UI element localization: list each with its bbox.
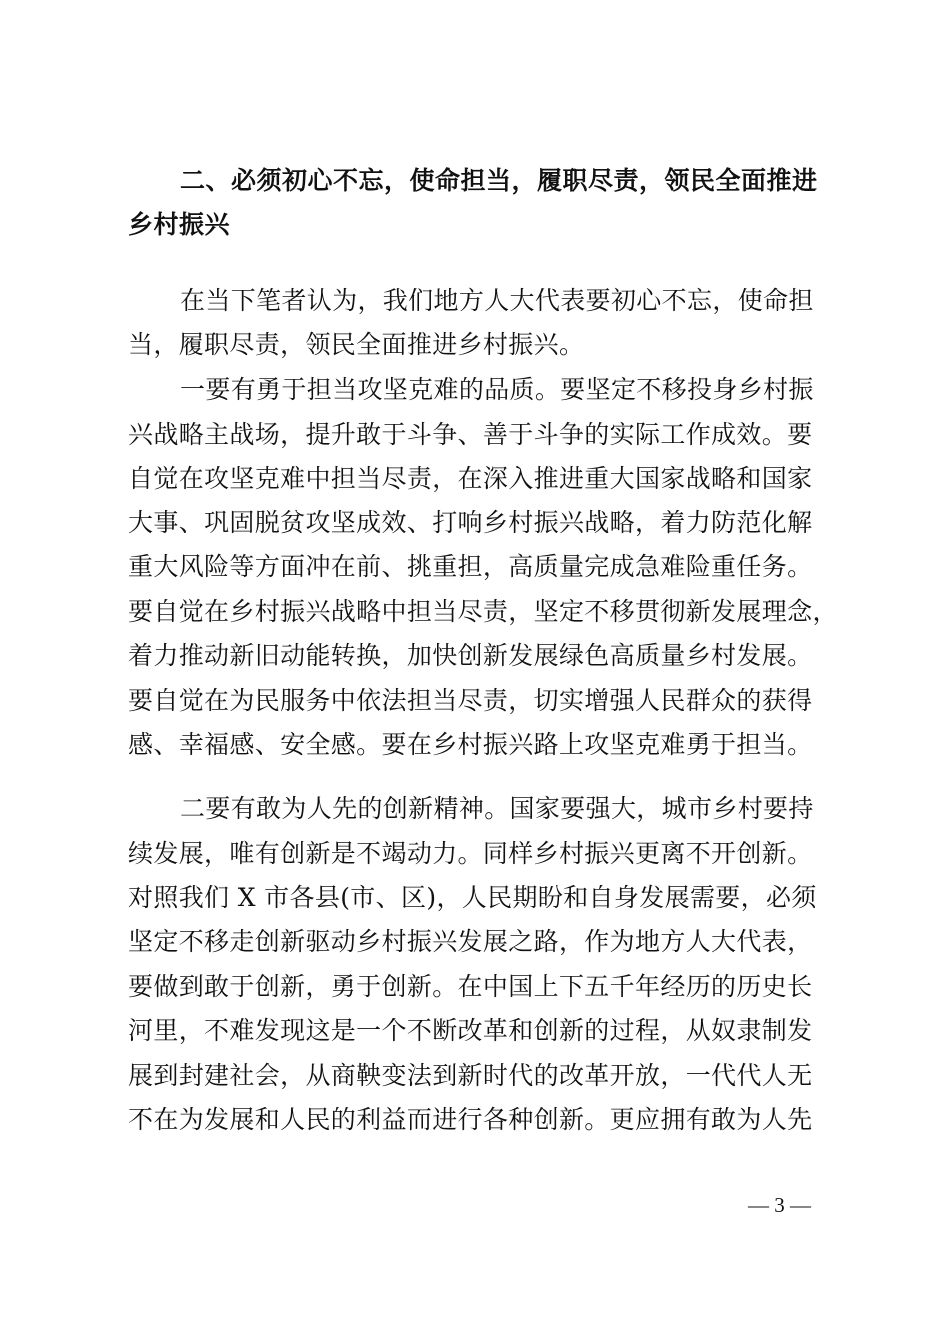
paragraph-3-line-8: 不在为发展和人民的利益而进行各种创新。更应拥有敢为人先	[128, 1105, 813, 1134]
paragraph-3-line-3: 对照我们 X 市各县(市、区)，人民期盼和自身发展需要，必须	[128, 883, 817, 912]
section-heading-line-1: 二、必须初心不忘，使命担当，履职尽责，领民全面推进	[180, 166, 818, 195]
section-heading-line-2: 乡村振兴	[128, 210, 231, 239]
paragraph-3-line-7: 展到封建社会，从商鞅变法到新时代的改革开放，一代代人无	[128, 1061, 813, 1090]
paragraph-3-line-5: 要做到敢于创新，勇于创新。在中国上下五千年经历的历史长	[128, 972, 813, 1001]
paragraph-1-line-2: 当，履职尽责，领民全面推进乡村振兴。	[128, 330, 585, 359]
paragraph-2-line-5: 重大风险等方面冲在前、挑重担，高质量完成急难险重任务。	[128, 552, 813, 581]
paragraph-1-line-1: 在当下笔者认为，我们地方人大代表要初心不忘，使命担	[180, 286, 814, 315]
paragraph-2-line-3: 自觉在攻坚克难中担当尽责，在深入推进重大国家战略和国家	[128, 464, 813, 493]
paragraph-3-line-2: 续发展，唯有创新是不竭动力。同样乡村振兴更离不开创新。	[128, 839, 813, 868]
paragraph-3-line-6: 河里，不难发现这是一个不断改革和创新的过程，从奴隶制发	[128, 1016, 813, 1045]
paragraph-3-line-1: 二要有敢为人先的创新精神。国家要强大，城市乡村要持	[180, 794, 814, 823]
page-number: — 3 —	[748, 1193, 811, 1217]
paragraph-2-line-4: 大事、巩固脱贫攻坚成效、打响乡村振兴战略，着力防范化解	[128, 508, 813, 537]
paragraph-2-line-6: 要自觉在乡村振兴战略中担当尽责，坚定不移贯彻新发展理念，	[128, 597, 838, 626]
paragraph-2-line-8: 要自觉在为民服务中依法担当尽责，切实增强人民群众的获得	[128, 686, 813, 715]
paragraph-2-line-2: 兴战略主战场，提升敢于斗争、善于斗争的实际工作成效。要	[128, 420, 813, 449]
paragraph-2-line-9: 感、幸福感、安全感。要在乡村振兴路上攻坚克难勇于担当。	[128, 730, 813, 759]
paragraph-2-line-7: 着力推动新旧动能转换，加快创新发展绿色高质量乡村发展。	[128, 641, 813, 670]
paragraph-3-line-4: 坚定不移走创新驱动乡村振兴发展之路，作为地方人大代表，	[128, 927, 813, 956]
paragraph-2-line-1: 一要有勇于担当攻坚克难的品质。要坚定不移投身乡村振	[180, 375, 814, 404]
